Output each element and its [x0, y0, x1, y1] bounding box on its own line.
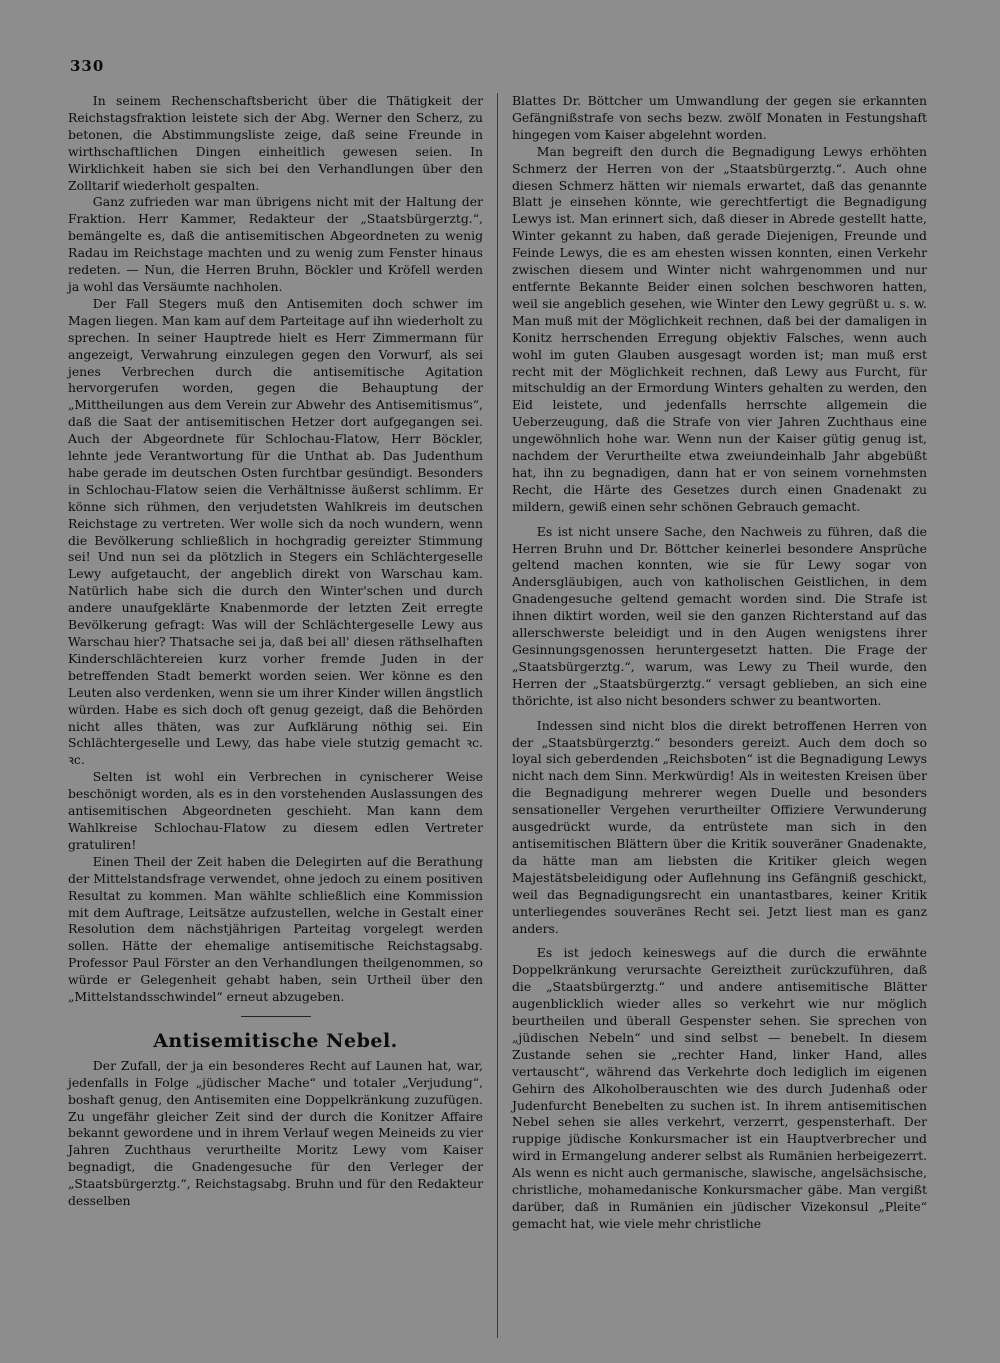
paragraph: Einen Theil der Zeit haben die Delegirten auf die Berathung der Mittelstandsfrage verwendet, ohne jedoch zu einem positiven Resultat zu kommen. Man wählte schließlich eine Kommission mit dem Auftrage, Leitsätze aufzustellen, welche in Gestalt einer Resolution dem nächstjährigen Parteitag vorgelegt werden sollen. Hätte der ehemalige antisemitische Reichstagsabg. Professor Paul Förster an den Verhandlungen theilgenommen, so würde er Gelegenheit gehabt haben, sein Urtheil über den „Mittelstandsschwindel“ erneut abzugeben. — [68, 853, 483, 1005]
paragraph: Der Zufall, der ja ein besonderes Recht auf Launen hat, war, jedenfalls in Folge „jüdischer Mache“ und totaler „Verjudung“, boshaft genug, den Antisemiten eine Doppelkränkung zuzufügen. Zu ungefähr gleicher Zeit sind der durch die Konitzer Affaire bekannt gewordene und in ihrem Verlauf wegen Meineids zu vier Jahren Zuchthaus verurtheilte Moritz Lewy vom Kaiser begnadigt, die Gnadengesuche für den Verleger der „Staatsbürgerztg.“, Reichstagsabg. Bruhn und für den Redakteur desselben — [68, 1057, 483, 1209]
paragraph: Es ist nicht unsere Sache, den Nachweis zu führen, daß die Herren Bruhn und Dr. Böttcher keinerlei besondere Ansprüche geltend machen konnten, wie sie für Lewy sogar von Andersgläubigen, auch von katholischen Geistlichen, in dem Gnadengesuche geltend gemacht worden sind. Die Strafe ist ihnen diktirt worden, weil sie den ganzen Richterstand auf das allerschwerste beleidigt und in den Augen wenigstens ihrer Gesinnungsgenossen heruntergesetzt hatten. Die Frage der „Staatsbürgerztg.“, warum, was Lewy zu Theil wurde, den Herren der „Staatsbürgerztg.“ versagt geblieben, an sich eine thörichte, ist also nicht besonders schwer zu beantworten. — [512, 523, 927, 708]
paragraph: Blattes Dr. Böttcher um Umwandlung der gegen sie erkannten Gefängnißstrafe von sechs bezw. zwölf Monaten in Festungshaft hingegen vom Kaiser abgelehnt worden. — [512, 93, 927, 142]
paragraph: In seinem Rechenschaftsbericht über die Thätigkeit der Reichstagsfraktion leistete sich der Abg. Werner den Scherz, zu betonen, die Abstimmungsliste zeige, daß seine Freunde in wirthschaftlichen Dingen einheitlich gewesen seien. In Wirklichkeit haben sie sich bei den Verhandlungen über den Zolltarif wiederholt gespalten. — [68, 93, 483, 193]
paragraph: Es ist jedoch keineswegs auf die durch die erwähnte Doppelkränkung verursachte Gereiztheit zurückzuführen, daß die „Staatsbürgerztg.“ und andere antisemitische Blätter augenblicklich wieder alles so verkehrt wie nur möglich beurtheilen und überall Gespenster sehen. Sie sprechen von „jüdischen Nebeln“ und sind selbst — benebelt. In diesem Zustande sehen sie „rechter Hand, linker Hand, alles vertauscht“, während das Verkehrte doch lediglich im eigenen Gehirn des Alkoholberauschten wie des durch Judenhaß oder Judenfurcht Benebelten zu suchen ist. In ihrem antisemitischen Nebel sehen sie alles verkehrt, verzerrt, gespensterhaft. Der ruppige jüdische Konkursmacher ist ein Hauptverbrecher und wird in Ermangelung anderer selbst als Rumänien herbeigezerrt. Als wenn es nicht auch germanische, slawische, angelsächsische, christliche, mohamedanische Konkursmacher gäbe. Man vergißt darüber, daß in Rumänien ein jüdischer Vizekonsul „Pleite“ gemacht hat, wie viele mehr christliche — [512, 945, 927, 1231]
paragraph: Ganz zufrieden war man übrigens nicht mit der Haltung der Fraktion. Herr Kammer, Redakteur der „Staatsbürgerztg.“, bemängelte es, daß die antisemitischen Abgeordneten zu wenig Radau im Reichstage machten und zu wenig zum Fenster hinaus redeten. — Nun, die Herren Bruhn, Böckler und Kröfell werden ja wohl das Versäumte nachholen. — [68, 194, 483, 294]
paragraph: Selten ist wohl ein Verbrechen in cynischerer Weise beschönigt worden, als es in den vorstehenden Auslassungen des antisemitischen Abgeordneten geschieht. Man kann dem Wahlkreise Schlochau-Flatow zu diesem edlen Vertreter gratuliren! — [68, 769, 483, 852]
left-column — [68, 93, 483, 1210]
column-divider — [497, 93, 498, 1338]
right-column — [512, 93, 927, 1233]
page-number: 330 — [70, 57, 105, 75]
paragraph: Indessen sind nicht blos die direkt betroffenen Herren von der „Staatsbürgerztg.“ besonders gereizt. Auch dem doch so loyal sich geberdenden „Reichsboten“ ist die Begnadigung Lewys nicht nach dem Sinn. Merkwürdig! Als in weitesten Kreisen über die Begnadigung mehrerer wegen Duelle und besonders sensationeller Vergehen verurtheilter Offiziere Verwunderung ausgedrückt wurde, da entrüstete man sich in den antisemitischen Blättern über die Kritik souveräner Gnadenakte, da hätte man am liebsten die Kritiker gleich wegen Majestätsbeleidigung oder Auflehnung ins Gefängniß geschickt, weil das Begnadigungsrecht ein unantastbares, keiner Kritik unterliegendes souveränes Recht sei. Jetzt liest man es ganz anders. — [512, 717, 927, 936]
paragraph: Man begreift den durch die Begnadigung Lewys erhöhten Schmerz der Herren von der „Staatsbürgerztg.“. Auch ohne diesen Schmerz hätten wir niemals erwartet, daß das genannte Blatt je einsehen könnte, wie gerechtfertigt die Begnadigung Lewys ist. Man erinnert sich, daß dieser in Abrede gestellt hatte, Winter gekannt zu haben, daß gerade Diejenigen, Freunde und Feinde Lewys, die es am ehesten wissen konnten, einen Verkehr zwischen diesem und Winter nicht wahrgenommen und nur entfernte Bekannte Beider einen solchen beschworen hatten, weil sie angeblich gesehen, wie Winter den Lewy gegrüßt u. s. w. Man muß mit der Möglichkeit rechnen, daß bei der damaligen in Konitz herrschenden Erregung objektiv Falsches, wenn auch wohl im guten Glauben ausgesagt worden ist; man muß erst recht mit der Möglichkeit rechnen, daß Lewy aus Furcht, für mitschuldig an der Ermordung Winters gehalten zu werden, den Eid leistete, und jedenfalls herrschte allgemein die Ueberzeugung, daß die Strafe von vier Jahren Zuchthaus eine ungewöhnlich hohe war. Wenn nun der Kaiser gütig genug ist, nachdem der Verurtheilte etwa zweiundeinhalb Jahr abgebüßt hat, ihn zu begnadigen, dann hat er von seinem vornehmsten Recht, die Härte des Gesetzes durch einen Gnadenakt zu mildern, gewiß einen sehr schönen Gebrauch gemacht. — [512, 143, 927, 514]
heading-rule — [241, 1016, 311, 1017]
section-heading: Antisemitische Nebel. — [153, 1029, 398, 1052]
paragraph: Der Fall Stegers muß den Antisemiten doch schwer im Magen liegen. Man kam auf dem Parteitage auf ihn wiederholt zu sprechen. In seiner Hauptrede hielt es Herr Zimmermann für angezeigt, Verwahrung einzulegen gegen den Vorwurf, als sei jenes Verbrechen durch die antisemitische Agitation hervorgerufen worden, gegen die Behauptung der „Mittheilungen aus dem Verein zur Abwehr des Antisemitismus“, daß die Saat der antisemitischen Hetzer dort aufgegangen sei. Auch der Abgeordnete für Schlochau-Flatow, Herr Böckler, lehnte jede Verantwortung für die Unthat ab. Das Judenthum habe gerade im deutschen Osten furchtbar gesündigt. Besonders in Schlochau-Flatow seien die Verhältnisse äußerst schlimm. Er könne sich rühmen, den verjudetsten Wahlkreis im deutschen Reichstage zu vertreten. Wer wolle sich da noch wundern, wenn die Bevölkerung schließlich in hochgradig gereizter Stimmung sei! Und nun sei da plötzlich in Stegers ein Schlächtergeselle Lewy aufgetaucht, der angeblich direkt von Warschau kam. Natürlich habe sich die durch den Winter'schen und durch andere unaufgeklärte Knabenmorde der letzten Zeit erregte Bevölkerung gefragt: Was will der Schlächtergeselle Lewy aus Warschau hier? Thatsache sei ja, daß bei all' diesen räthselhaften Kinderschlächtereien kurz vorher fremde Juden in der betreffenden Stadt bemerkt worden seien. Wer könne es den Leuten also verdenken, wenn sie um ihrer Kinder willen ängstlich würden. Habe es sich doch oft genug gezeigt, daß die Behörden nicht alles thäten, was zur Aufklärung nöthig sei. Ein Schlächtergeselle und Lewy, das habe viele stutzig gemacht ꝛc. ꝛc. — [68, 295, 483, 768]
